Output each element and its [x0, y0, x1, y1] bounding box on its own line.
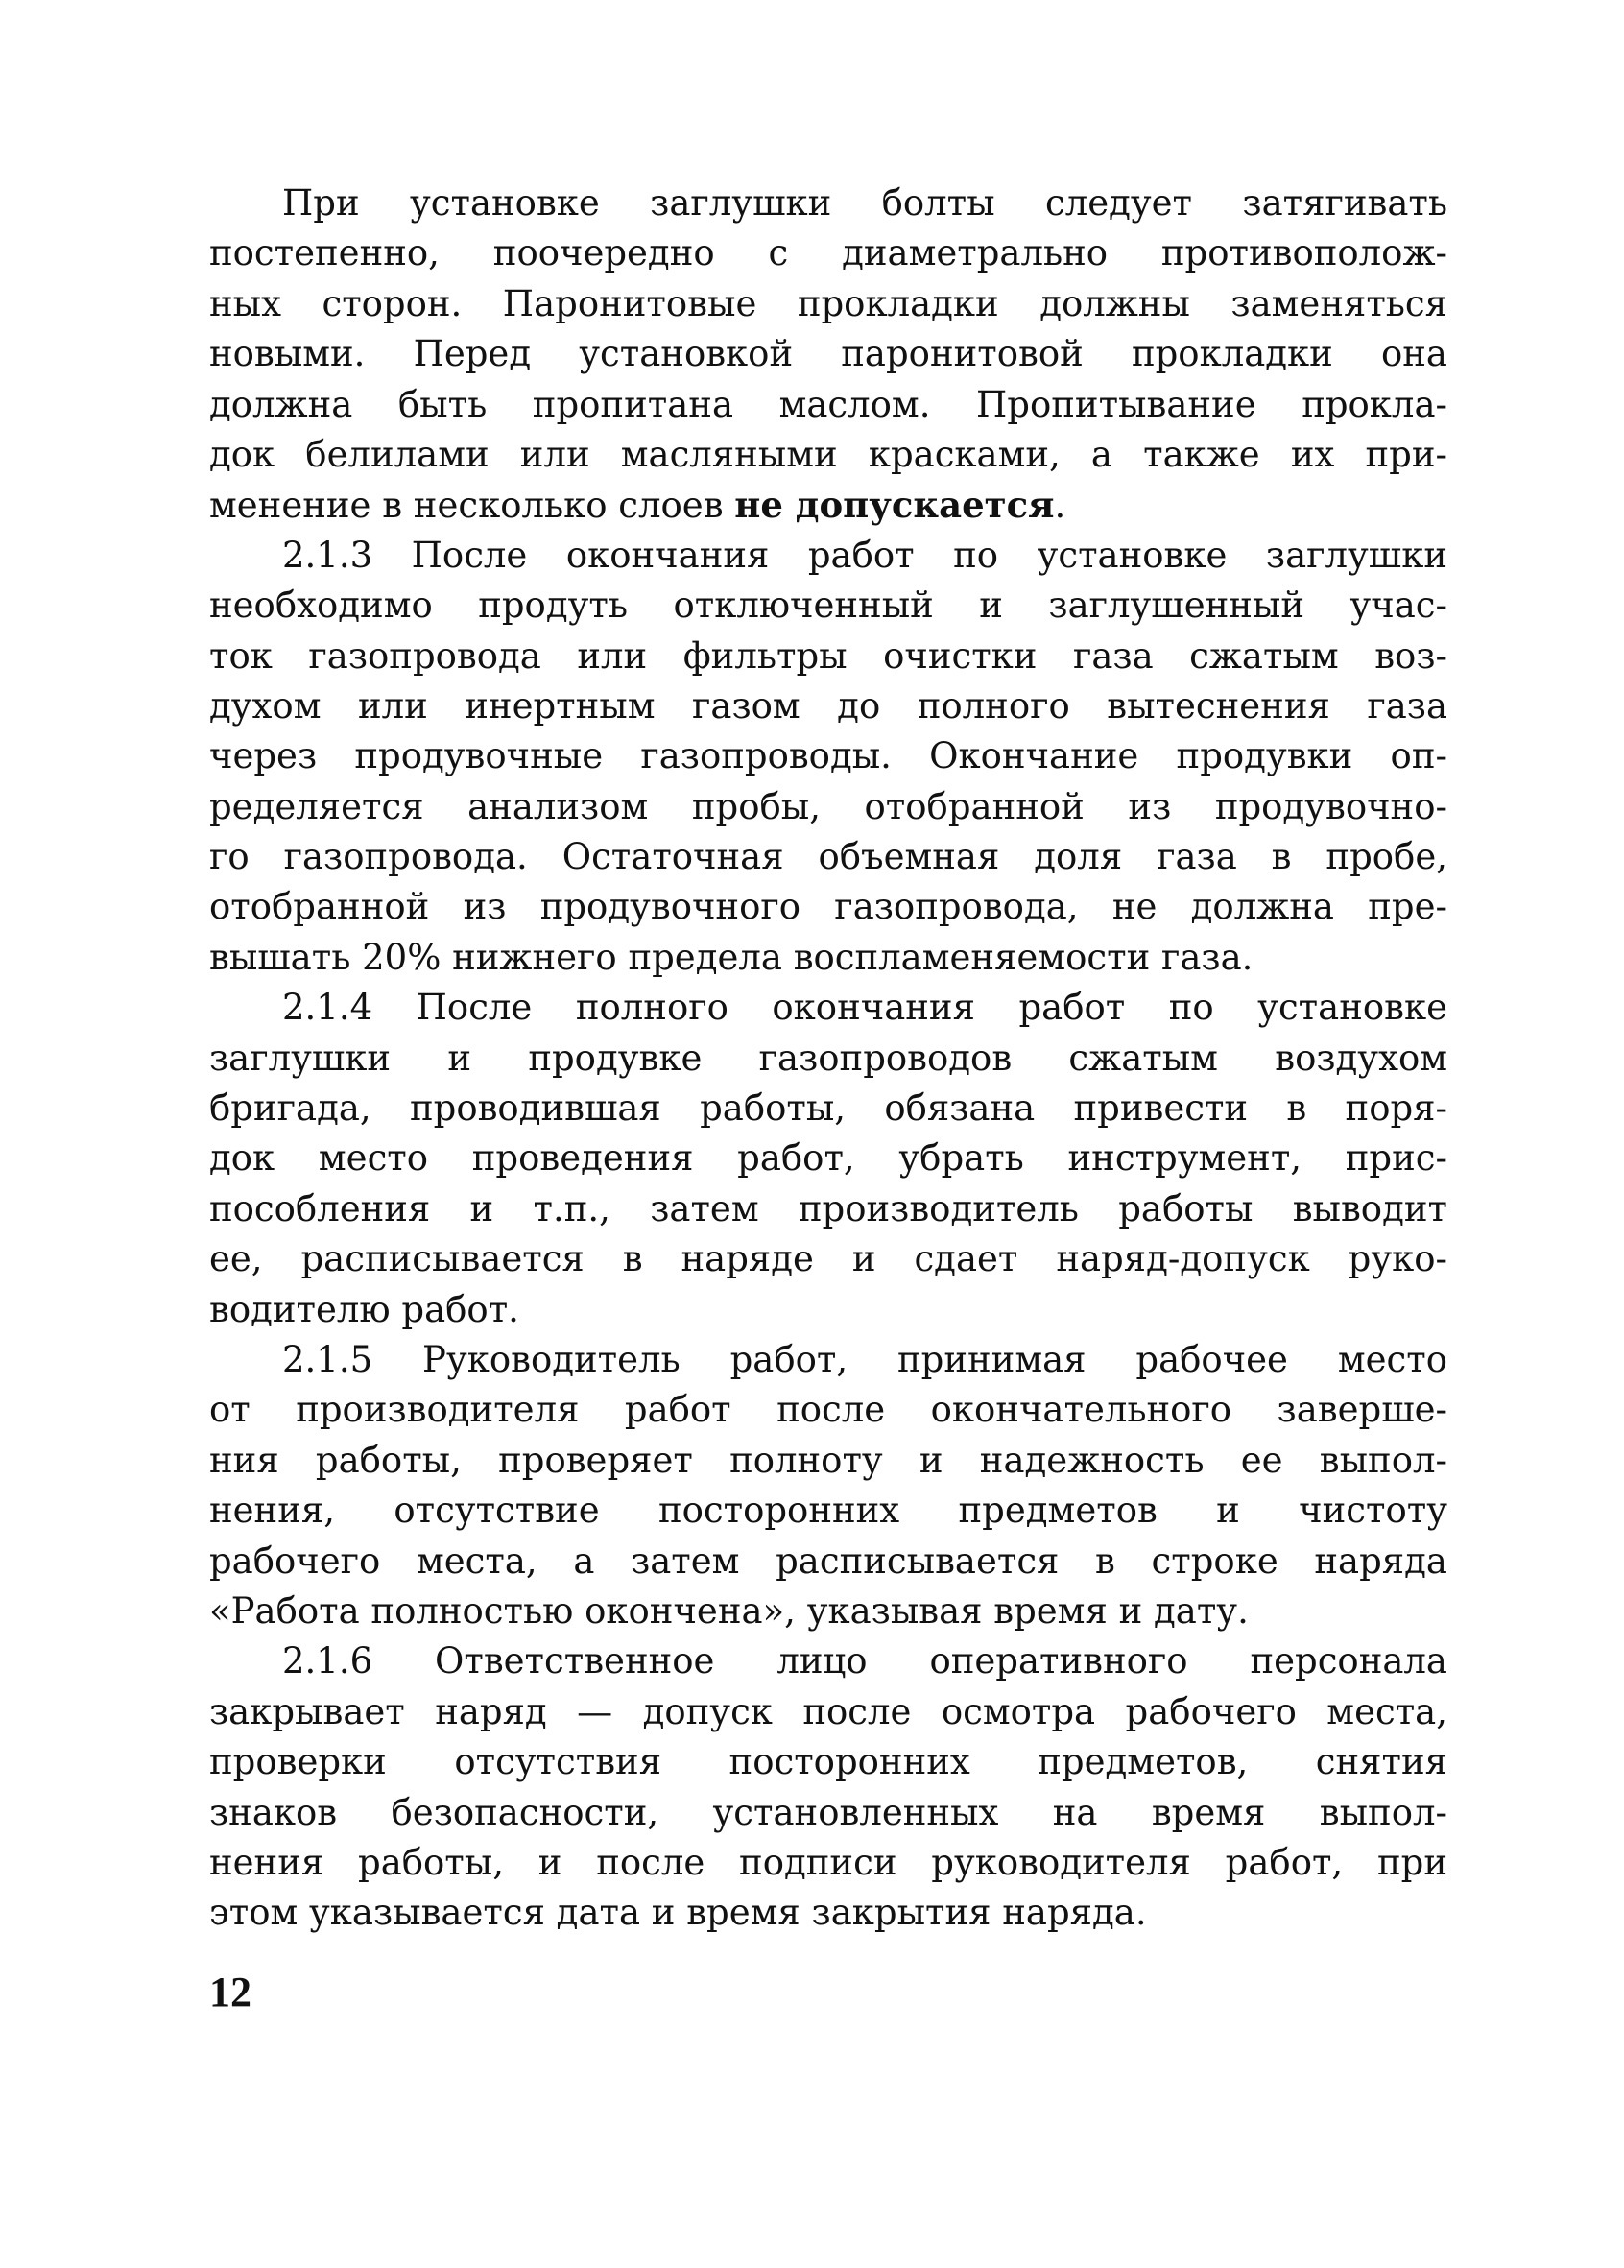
- text-fragment: менение в несколько слоев: [209, 485, 724, 527]
- text-line: необходимо продуть отключенный и заглушенный учас-: [209, 585, 1447, 627]
- text-line: го газопровода. Остаточная объемная доля газа в пробе,: [209, 836, 1447, 878]
- text-line: док место проведения работ, убрать инструмент, прис-: [209, 1137, 1447, 1180]
- text-line: При установке заглушки болты следует затягивать: [282, 182, 1447, 224]
- page-number: 12: [209, 1969, 251, 2016]
- text-line: новыми. Перед установкой паронитовой прокладки она: [209, 333, 1447, 375]
- bold-emphasis: не допускается: [734, 484, 1055, 527]
- text-line: ных сторон. Паронитовые прокладки должны заменяться: [209, 282, 1447, 324]
- text-line: ределяется анализом пробы, отобранной из продувочно-: [209, 785, 1447, 827]
- text-line: 2.1.4 После полного окончания работ по установке: [282, 987, 1447, 1029]
- text-line: 2.1.3 После окончания работ по установке заглушки: [282, 534, 1447, 576]
- text-line: «Работа полностью окончена», указывая время и дату.: [209, 1589, 1249, 1632]
- text-line: закрывает наряд — допуск после осмотра рабочего места,: [209, 1690, 1447, 1732]
- text-line: знаков безопасности, установленных на время выпол-: [209, 1791, 1447, 1833]
- text-line: заглушки и продувке газопроводов сжатым воздухом: [209, 1037, 1447, 1079]
- text-line: рабочего места, а затем расписывается в строке наряда: [209, 1540, 1447, 1582]
- text-line: духом или инертным газом до полного вытеснения газа: [209, 684, 1447, 727]
- text-line: от производителя работ после окончательного заверше-: [209, 1389, 1447, 1431]
- text-line: ток газопровода или фильтры очистки газа сжатым воз-: [209, 634, 1447, 677]
- text-line: этом указывается дата и время закрытия наряда.: [209, 1892, 1147, 1934]
- text-line: постепенно, поочередно с диаметрально противополож-: [209, 232, 1447, 275]
- text-line: вышать 20% нижнего предела воспламеняемости газа.: [209, 936, 1254, 978]
- text-line: через продувочные газопроводы. Окончание продувки оп-: [209, 735, 1447, 777]
- text-line: проверки отсутствия посторонних предметов, снятия: [209, 1741, 1447, 1783]
- text-line: должна быть пропитана маслом. Пропитывание прокла-: [209, 383, 1447, 425]
- text-line: 2.1.5 Руководитель работ, принимая рабочее место: [282, 1338, 1447, 1380]
- text-line: 2.1.6 Ответственное лицо оперативного персонала: [282, 1640, 1447, 1683]
- text-line: пособления и т.п., затем производитель работы выводит: [209, 1187, 1447, 1229]
- text-fragment: .: [1054, 485, 1066, 527]
- text-line: бригада, проводившая работы, обязана привести в поря-: [209, 1087, 1447, 1130]
- text-line: нения, отсутствие посторонних предметов и чистоту: [209, 1490, 1447, 1532]
- text-line: док белилами или масляными красками, а также их при-: [209, 433, 1447, 475]
- text-line: ее, расписывается в наряде и сдает наряд-допуск руко-: [209, 1238, 1447, 1280]
- text-line: нения работы, и после подписи руководителя работ, при: [209, 1841, 1447, 1883]
- text-line: водителю работ.: [209, 1288, 519, 1330]
- text-line: отобранной из продувочного газопровода, не должна пре-: [209, 886, 1447, 928]
- body-text: [209, 179, 1447, 1939]
- text-line: ния работы, проверяет полноту и надежность ее выпол-: [209, 1439, 1447, 1481]
- text-line: [209, 480, 1447, 530]
